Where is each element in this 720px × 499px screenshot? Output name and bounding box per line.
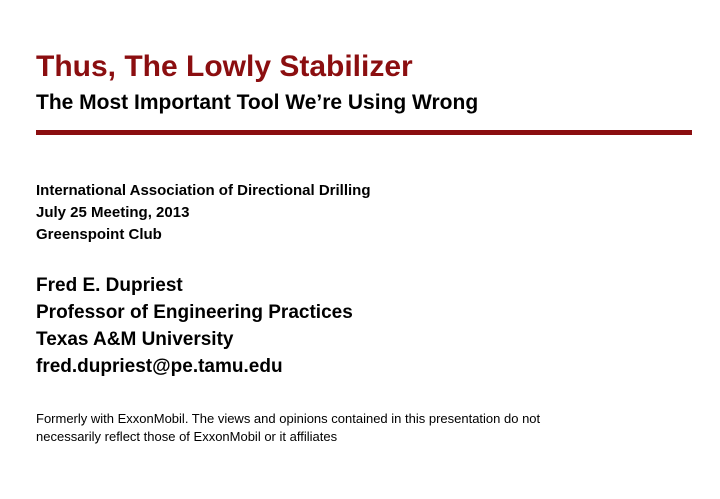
author-role: Professor of Engineering Practices: [36, 302, 353, 323]
event-meeting: July 25 Meeting, 2013: [36, 204, 190, 221]
disclaimer-line-1: Formerly with ExxonMobil. The views and opinions contained in this presentation do not: [36, 411, 541, 426]
title-divider: [36, 130, 692, 135]
author-institution: Texas A&M University: [36, 329, 234, 350]
slide-title: Thus, The Lowly Stabilizer: [36, 50, 413, 83]
event-venue: Greenspoint Club: [36, 226, 162, 243]
author-name: Fred E. Dupriest: [36, 275, 183, 296]
event-info: [36, 180, 370, 246]
disclaimer-line-2: necessarily reflect those of ExxonMobil or it affiliates: [36, 429, 338, 444]
slide-subtitle: The Most Important Tool We’re Using Wrong: [36, 91, 479, 114]
disclaimer: [36, 410, 540, 446]
event-organization: International Association of Directional Drilling: [36, 182, 371, 199]
author-info: [36, 272, 353, 380]
author-email: fred.dupriest@pe.tamu.edu: [36, 356, 283, 377]
